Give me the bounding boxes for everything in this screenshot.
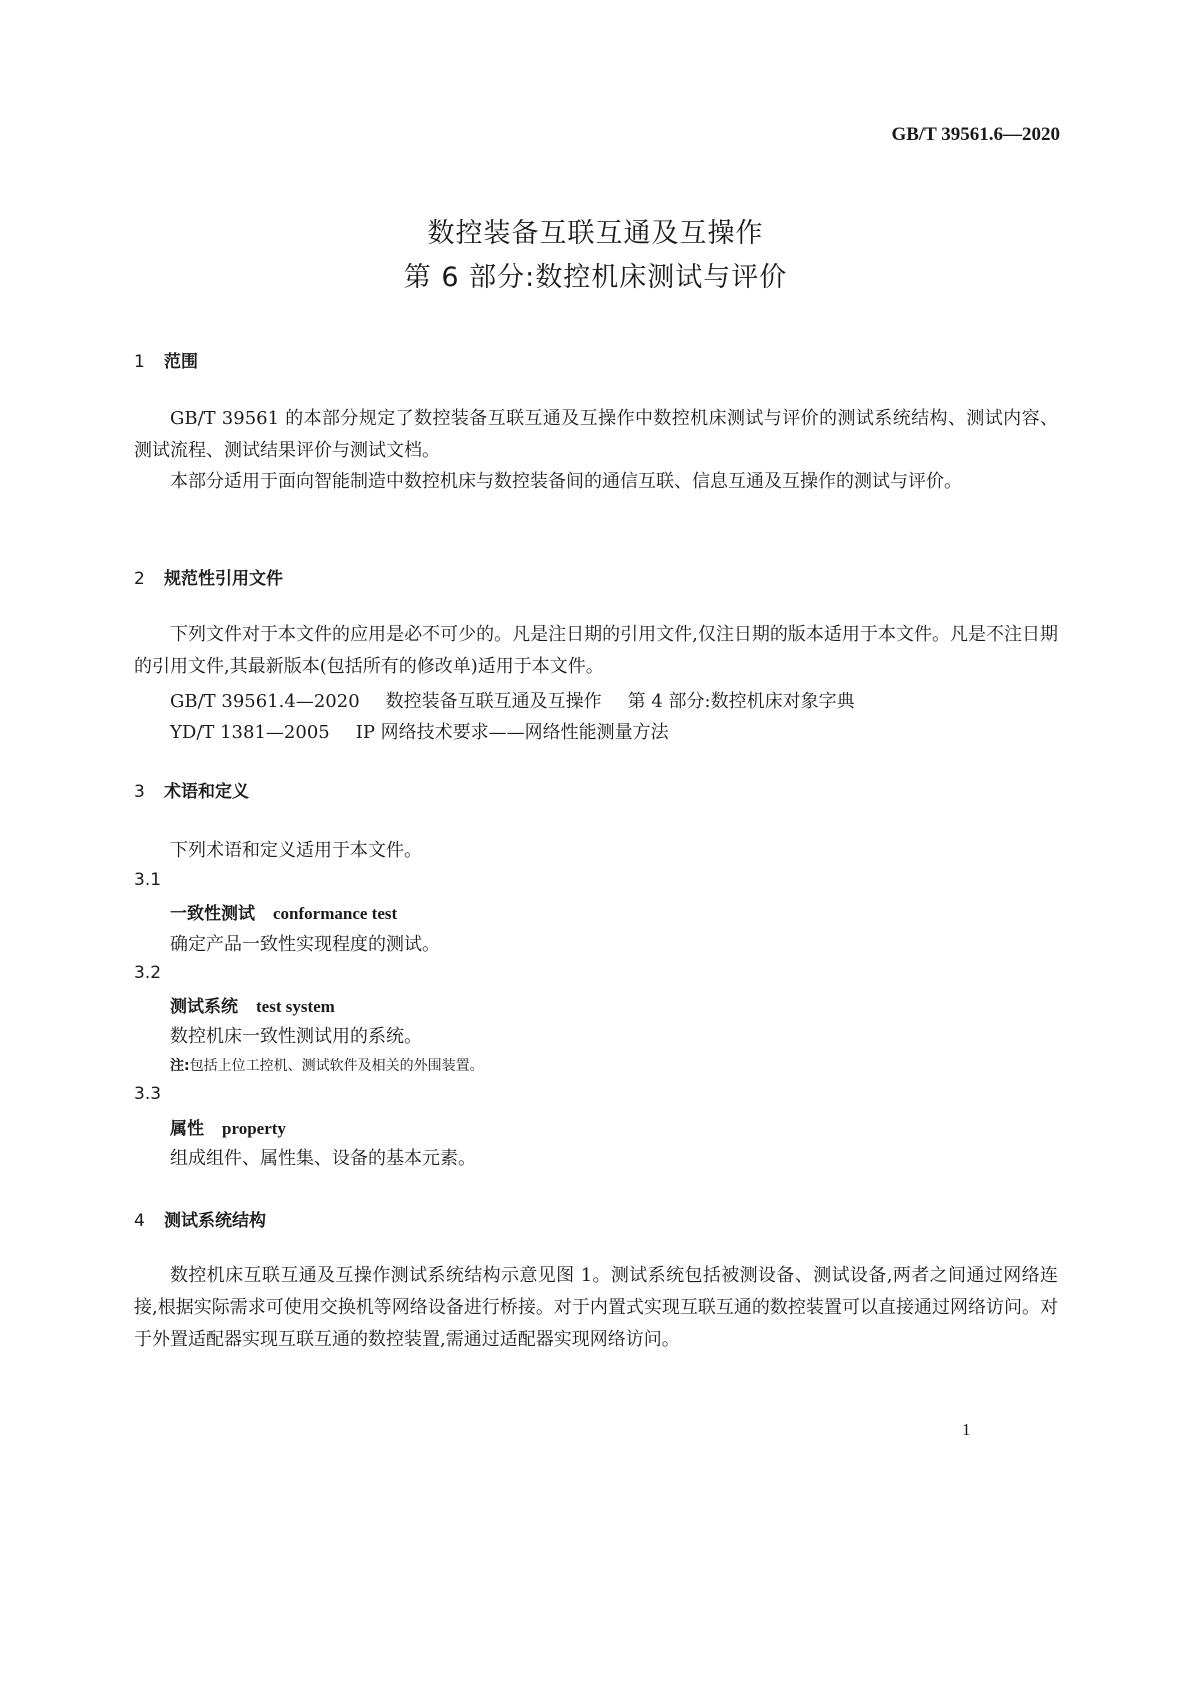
note-text: 包括上位工控机、测试软件及相关的外围装置。 — [189, 1058, 484, 1074]
term-zh: 一致性测试 — [170, 904, 255, 924]
section-title: 术语和定义 — [164, 782, 249, 802]
normative-reference-2 — [170, 718, 669, 744]
term-heading — [170, 992, 335, 1017]
term-definition: 数控机床一致性测试用的系统。 — [170, 1026, 422, 1047]
section-number: 3 — [134, 782, 145, 802]
term-definition: 确定产品一致性实现程度的测试。 — [170, 934, 440, 955]
term-en: conformance test — [273, 904, 398, 923]
page-number: 1 — [962, 1420, 971, 1439]
section-3-intro: 下列术语和定义适用于本文件。 — [170, 840, 422, 861]
term-number: 3.1 — [134, 870, 162, 890]
reference-title: IP 网络技术要求——网络性能测量方法 — [355, 722, 669, 743]
normative-reference-1 — [170, 687, 855, 713]
term-en: test system — [256, 997, 335, 1016]
reference-code: GB/T 39561.4—2020 — [170, 691, 360, 712]
term-heading — [170, 1114, 286, 1139]
term-zh: 属性 — [170, 1119, 204, 1139]
term-note — [170, 1055, 484, 1075]
section-title: 规范性引用文件 — [164, 569, 283, 589]
section-4-paragraph-1: 数控机床互联互通及互操作测试系统结构示意见图 1。测试系统包括被测设备、测试设备,两者之间通过网络连接,根据实际需求可使用交换机等网络设备进行桥接。对于内置式实现互联互通的数控装置可以直接通过网络访问。对于外置适配器实现互联互通的数控装置,需通过适配器实现网络访问。 — [134, 1265, 1058, 1350]
section-2-heading — [134, 564, 283, 589]
term-number: 3.2 — [134, 963, 162, 983]
reference-subtitle: 第 4 部分:数控机床对象字典 — [627, 691, 855, 712]
section-number: 4 — [134, 1211, 145, 1231]
reference-code: YD/T 1381—2005 — [170, 722, 330, 743]
standard-code: GB/T 39561.6—2020 — [891, 124, 1060, 145]
term-definition: 组成组件、属性集、设备的基本元素。 — [170, 1148, 476, 1169]
section-2-paragraph-1: 下列文件对于本文件的应用是必不可少的。凡是注日期的引用文件,仅注日期的版本适用于本文件。凡是不注日期的引用文件,其最新版本(包括所有的修改单)适用于本文件。 — [134, 624, 1058, 677]
term-heading — [170, 899, 397, 924]
term-en: property — [222, 1119, 286, 1138]
term-number: 3.3 — [134, 1084, 162, 1104]
section-title: 测试系统结构 — [164, 1211, 266, 1231]
section-1-heading — [134, 347, 198, 372]
reference-title: 数控装备互联互通及互操作 — [385, 691, 602, 712]
section-1-paragraph-2: 本部分适用于面向智能制造中数控机床与数控装备间的通信互联、信息互通及互操作的测试与评价。 — [170, 471, 962, 492]
section-3-heading — [134, 777, 249, 802]
term-zh: 测试系统 — [170, 997, 238, 1017]
document-title-line1: 数控装备互联互通及互操作 — [427, 218, 764, 249]
section-4-heading — [134, 1206, 266, 1231]
section-title: 范围 — [164, 352, 198, 372]
section-1-paragraph-1: GB/T 39561 的本部分规定了数控装备互联互通及互操作中数控机床测试与评价的测试系统结构、测试内容、测试流程、测试结果评价与测试文档。 — [134, 408, 1058, 461]
section-number: 1 — [134, 352, 145, 372]
section-number: 2 — [134, 569, 145, 589]
note-label: 注: — [170, 1058, 190, 1074]
document-title-line2: 第 6 部分:数控机床测试与评价 — [403, 262, 788, 293]
